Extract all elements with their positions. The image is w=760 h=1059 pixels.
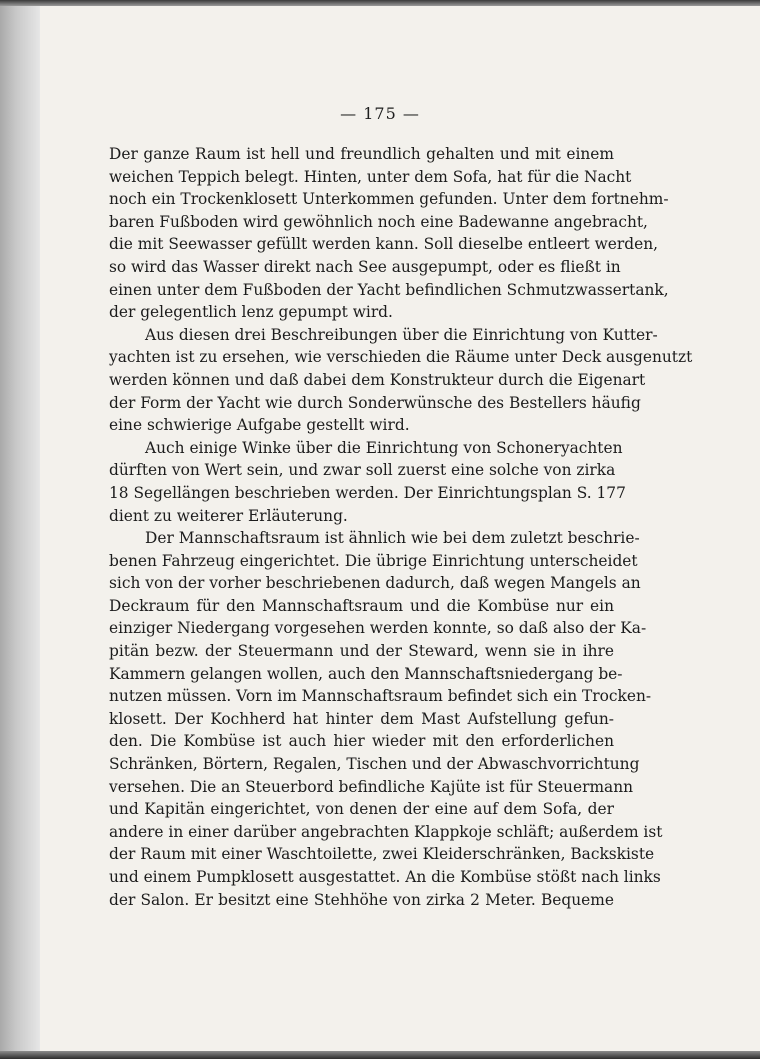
text-line: der Salon. Er besitzt eine Stehhöhe von zirka 2 Meter. Bequeme — [109, 890, 614, 909]
text-line: eine schwierige Aufgabe gestellt wird. — [109, 416, 410, 435]
text-line: Aus diesen drei Beschreibungen über die Einrichtung von Kutter- — [145, 325, 658, 344]
text-line: Schränken, Börtern, Regalen, Tischen und der Abwaschvorrichtung — [109, 755, 640, 774]
text-line: werden können und daß dabei dem Konstrukteur durch die Eigenart — [109, 370, 646, 389]
text-line: versehen. Die an Steuerbord befindliche Kajüte ist für Steuermann — [109, 777, 634, 796]
text-line: sich von der vorher beschriebenen dadurch, daß wegen Mangels an — [109, 574, 641, 593]
text-line: und Kapitän eingerichtet, von denen der eine auf dem Sofa, der — [109, 800, 614, 819]
text-line: so wird das Wasser direkt nach See ausgepumpt, oder es fließt in — [109, 257, 621, 276]
text-line: Der ganze Raum ist hell und freundlich gehalten und mit einem — [109, 145, 614, 163]
text-line: baren Fußboden wird gewöhnlich noch eine Badewanne angebracht, — [109, 212, 648, 231]
text-line: noch ein Trockenklosett Unterkommen gefunden. Unter dem fortnehm- — [109, 190, 669, 209]
text-line: und einem Pumpklosett ausgestattet. An die Kombüse stößt nach links — [109, 868, 661, 886]
text-line: pitän bezw. der Steuermann und der Steward, wenn sie in ihre — [109, 642, 614, 661]
text-line: einziger Niedergang vorgesehen werden konnte, so daß also der Ka- — [109, 619, 647, 638]
text-line: dient zu weiterer Erläuterung. — [109, 506, 348, 525]
text-line: der gelegentlich lenz gepumpt wird. — [109, 303, 393, 322]
body-text — [109, 143, 693, 911]
text-line: einen unter dem Fußboden der Yacht befindlichen Schmutzwassertank, — [109, 280, 669, 299]
text-line: dürften von Wert sein, und zwar soll zuerst eine solche von zirka — [109, 461, 616, 480]
text-line: 18 Segellängen beschrieben werden. Der Einrichtungsplan S. 177 — [109, 483, 626, 502]
scan-bottom-edge — [0, 1051, 760, 1059]
text-line: Kammern gelangen wollen, auch den Mannschaftsniedergang be- — [109, 664, 623, 683]
text-line: andere in einer darüber angebrachten Klappkoje schläft; außerdem ist — [109, 822, 663, 841]
text-line: benen Fahrzeug eingerichtet. Die übrige Einrichtung unterscheidet — [109, 551, 638, 570]
text-line: den. Die Kombüse ist auch hier wieder mit den erforderlichen — [109, 732, 614, 751]
text-line: Deckraum für den Mannschaftsraum und die Kombüse nur ein — [109, 596, 614, 615]
book-spine-shadow — [0, 0, 40, 1059]
text-line: Der Mannschaftsraum ist ähnlich wie bei dem zuletzt beschrie- — [145, 529, 640, 548]
text-line: weichen Teppich belegt. Hinten, unter dem Sofa, hat für die Nacht — [109, 167, 632, 186]
text-line: nutzen müssen. Vorn im Mannschaftsraum befindet sich ein Trocken- — [109, 687, 652, 706]
text-line: die mit Seewasser gefüllt werden kann. Soll dieselbe entleert werden, — [109, 235, 659, 254]
text-line: Auch einige Winke über die Einrichtung von Schoneryachten — [145, 438, 623, 457]
text-line: der Raum mit einer Waschtoilette, zwei Kleiderschränken, Backskiste — [109, 845, 655, 864]
text-line: klosett. Der Kochherd hat hinter dem Mast Aufstellung gefun- — [109, 709, 614, 728]
text-line: der Form der Yacht wie durch Sonderwünsche des Bestellers häufig — [109, 393, 641, 412]
page-number: — 175 — — [340, 104, 420, 123]
text-line: yachten ist zu ersehen, wie verschieden die Räume unter Deck ausgenutzt — [109, 348, 693, 367]
